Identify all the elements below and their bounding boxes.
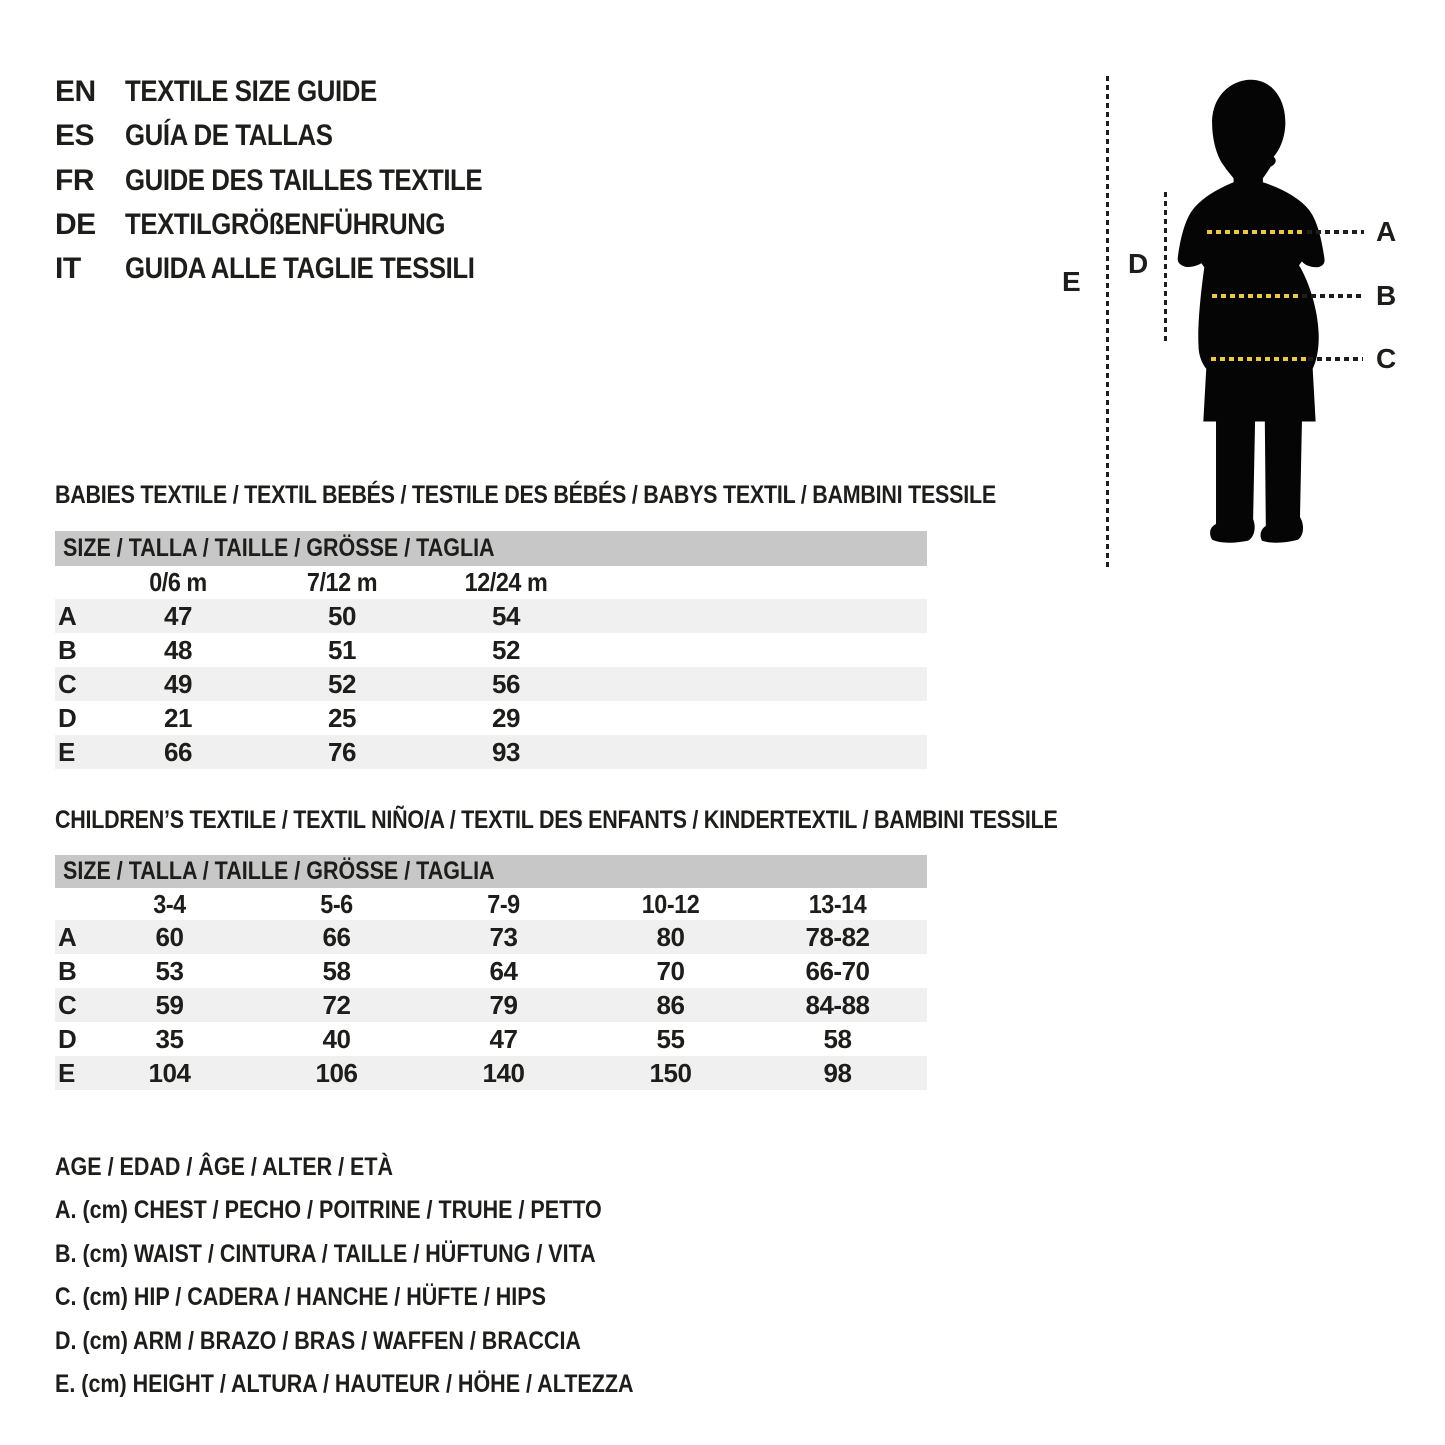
- column-header: 12/24 m: [464, 567, 548, 597]
- table-cell: 60: [155, 921, 184, 952]
- table-cell: 29: [492, 702, 520, 733]
- table-cell: 52: [328, 668, 356, 699]
- table-cell: 76: [328, 736, 356, 767]
- table-cell: 98: [823, 1057, 852, 1088]
- table-cell: 86: [656, 989, 685, 1020]
- table-cell: 21: [164, 702, 192, 733]
- table-cell: 53: [155, 955, 184, 986]
- column-header: 3-4: [153, 888, 186, 919]
- children-row-c: C 59 72 79 86 84-88: [55, 988, 927, 1022]
- table-cell: 84-88: [805, 989, 870, 1020]
- lang-code: FR: [55, 163, 94, 197]
- measure-label-b: B: [1376, 280, 1397, 311]
- babies-column-header-row: [55, 566, 927, 599]
- babies-row-c: C 49 52 56: [55, 667, 927, 701]
- table-cell: 58: [823, 1023, 852, 1054]
- children-row-d: D 35 40 47 55 58: [55, 1022, 927, 1056]
- waist-line-leader: [1302, 294, 1364, 298]
- lang-row-en: [55, 70, 540, 114]
- babies-size-table: [55, 566, 927, 769]
- measure-label-a: A: [1376, 216, 1397, 247]
- table-cell: 66-70: [805, 955, 870, 986]
- measure-label-e: E: [1062, 266, 1081, 297]
- table-cell: 51: [328, 634, 356, 665]
- table-cell: 140: [482, 1057, 525, 1088]
- guide-title-de: TEXTILGRÖßENFÜHRUNG: [125, 207, 446, 241]
- measure-label-d: D: [1128, 248, 1149, 279]
- guide-title-es: GUÍA DE TALLAS: [125, 119, 333, 153]
- babies-row-d: D 21 25 29: [55, 701, 927, 735]
- lang-row-de: [55, 203, 540, 247]
- babies-row-b: B 48 51 52: [55, 633, 927, 667]
- table-cell: 48: [164, 634, 192, 665]
- table-cell: 66: [322, 921, 351, 952]
- measurement-legend: [55, 1146, 728, 1406]
- table-cell: 35: [155, 1023, 184, 1054]
- babies-section-title: BABIES TEXTILE / TEXTIL BEBÉS / TESTILE DES BÉBÉS / BABYS TEXTIL / BAMBINI TESSILE: [55, 481, 996, 509]
- lang-code: IT: [55, 252, 81, 286]
- table-cell: 59: [155, 989, 184, 1020]
- children-size-table: [55, 888, 927, 1090]
- guide-title-fr: GUIDE DES TAILLES TEXTILE: [125, 163, 483, 197]
- column-header: 7-9: [487, 888, 520, 919]
- table-cell: 50: [328, 600, 356, 631]
- lang-row-fr: [55, 159, 540, 203]
- measure-label-c: C: [1376, 343, 1397, 374]
- table-cell: 55: [656, 1023, 685, 1054]
- hip-line-leader: [1308, 357, 1363, 361]
- table-cell: 106: [315, 1057, 358, 1088]
- table-cell: 72: [322, 989, 351, 1020]
- lang-code: ES: [55, 119, 95, 153]
- children-row-a: A 60 66 73 80 78-82: [55, 920, 927, 954]
- table-cell: 78-82: [805, 921, 870, 952]
- guide-title-it: GUIDA ALLE TAGLIE TESSILI: [125, 252, 475, 286]
- hip-line-on-body: [1211, 357, 1306, 361]
- chest-line-on-body: [1207, 230, 1305, 234]
- children-row-e: E 104 106 140 150 98: [55, 1056, 927, 1090]
- table-cell: 93: [492, 736, 520, 767]
- language-title-list: [55, 70, 540, 291]
- chest-line-leader: [1307, 230, 1364, 234]
- table-cell: 56: [492, 668, 520, 699]
- table-cell: 66: [164, 736, 192, 767]
- legend-age: AGE / EDAD / ÂGE / ALTER / ETÀ: [55, 1153, 394, 1181]
- table-cell: 150: [649, 1057, 692, 1088]
- table-cell: 73: [489, 921, 518, 952]
- table-cell: 104: [148, 1057, 191, 1088]
- table-cell: 49: [164, 668, 192, 699]
- legend-chest: A. (cm) CHEST / PECHO / POITRINE / TRUHE / PETTO: [55, 1196, 602, 1225]
- guide-title-en: TEXTILE SIZE GUIDE: [125, 75, 377, 108]
- table-cell: 47: [489, 1023, 518, 1054]
- babies-row-a: A 47 50 54: [55, 599, 927, 633]
- children-column-header-row: [55, 888, 927, 920]
- column-header: 10-12: [641, 888, 700, 919]
- legend-hip: C. (cm) HIP / CADERA / HANCHE / HÜFTE / HIPS: [55, 1283, 546, 1312]
- children-section-title: CHILDREN’S TEXTILE / TEXTIL NIÑO/A / TEXTIL DES ENFANTS / KINDERTEXTIL / BAMBINI TESSILE: [55, 806, 1058, 834]
- lang-row-it: [55, 247, 540, 291]
- column-header: 0/6 m: [149, 567, 207, 597]
- table-cell: 58: [322, 955, 351, 986]
- column-header: 7/12 m: [306, 567, 378, 597]
- babies-row-e: E 66 76 93: [55, 735, 927, 769]
- arm-measure-line-d: [1164, 192, 1167, 345]
- table-cell: 47: [164, 600, 192, 631]
- legend-waist: B. (cm) WAIST / CINTURA / TAILLE / HÜFTUNG / VITA: [55, 1239, 596, 1268]
- waist-line-on-body: [1212, 294, 1300, 298]
- lang-code: DE: [55, 207, 96, 241]
- table-cell: 40: [322, 1023, 351, 1054]
- legend-arm: D. (cm) ARM / BRAZO / BRAS / WAFFEN / BRACCIA: [55, 1326, 581, 1355]
- table-cell: 79: [489, 989, 518, 1020]
- babies-size-header-band: SIZE / TALLA / TAILLE / GRÖSSE / TAGLIA: [55, 531, 927, 566]
- lang-row-es: [55, 114, 540, 158]
- column-header: 13-14: [808, 888, 867, 919]
- children-size-header-band: SIZE / TALLA / TAILLE / GRÖSSE / TAGLIA: [55, 855, 927, 888]
- lang-code: EN: [55, 75, 96, 108]
- table-cell: 25: [328, 702, 356, 733]
- legend-height: E. (cm) HEIGHT / ALTURA / HAUTEUR / HÖHE / ALTEZZA: [55, 1370, 634, 1399]
- table-cell: 80: [656, 921, 685, 952]
- table-cell: 70: [656, 955, 685, 986]
- table-cell: 54: [492, 600, 520, 631]
- column-header: 5-6: [320, 888, 353, 919]
- table-cell: 52: [492, 634, 520, 665]
- children-row-b: B 53 58 64 70 66-70: [55, 954, 927, 988]
- child-silhouette: [1175, 76, 1341, 558]
- table-cell: 64: [489, 955, 518, 986]
